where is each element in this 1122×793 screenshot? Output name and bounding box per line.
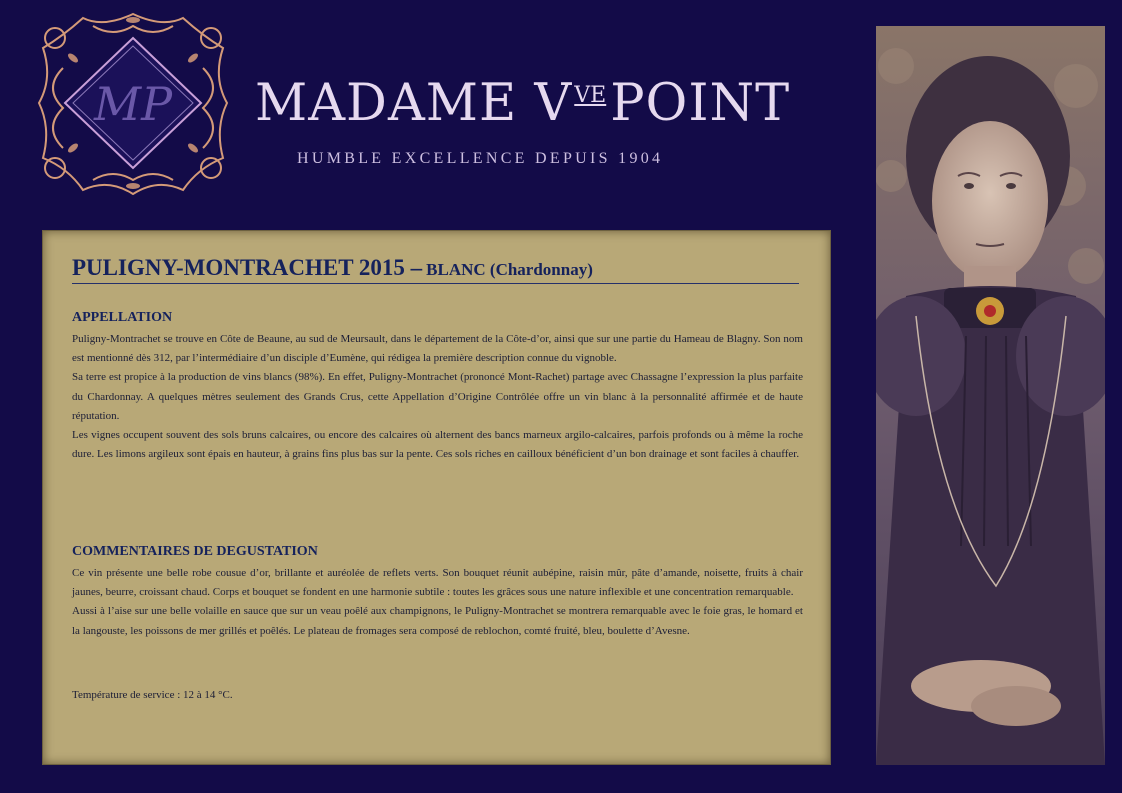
brand-name-part2: POINT: [610, 74, 791, 133]
brand-name-superscript: VE: [574, 83, 607, 108]
section-paragraph: Puligny-Montrachet se trouve en Côte de Beaune, au sud de Meursault, dans le département de la Côte-d’or, ainsi que sur une partie du Hameau de Blagny. Son nom est mentionné dès 312, par l’intermédiaire d’un disciple d’Eumène, qui rédigea la première description connue du vignoble.: [72, 333, 803, 365]
brand-name-part1: MADAME V: [255, 74, 573, 133]
tasting-notes-section: [72, 544, 803, 641]
portrait-photo: [876, 26, 1105, 765]
section-paragraph: Ce vin présente une belle robe cousue d’or, brillante et auréolée de reflets verts. Son bouquet réunit aubépine, raisin mûr, pâte d’amande, noisette, fruits à chair jaunes, beurre, croissant chaud. Corps et bouquet se fondent en une harmonie subtile : toutes les grâces sous une nature inflexible et une concentration remarquable.: [72, 567, 803, 599]
wine-heading: [72, 255, 799, 284]
wine-subtitle: BLANC (Chardonnay): [426, 260, 593, 279]
section-heading: COMMENTAIRES DE DEGUSTATION: [72, 544, 318, 559]
brand-name: [255, 74, 791, 133]
brand-crest-logo: [33, 8, 233, 198]
brand-tagline: HUMBLE EXCELLENCE DEPUIS 1904: [297, 150, 664, 167]
service-temperature: Température de service : 12 à 14 °C.: [72, 689, 233, 701]
wine-info-panel: [43, 231, 830, 764]
wine-title: PULIGNY-MONTRACHET 2015 –: [72, 255, 423, 280]
crest-monogram: MP: [93, 77, 173, 131]
section-paragraph: Aussi à l’aise sur une belle volaille en sauce que sur un veau poêlé aux champignons, le Puligny-Montrachet se montrera remarquable avec le foie gras, le homard et la langouste, les poissons de mer grillés et poêlés. Le plateau de fromages sera composé de reblochon, comté fruité, bleu, boulette d’Avesne.: [72, 605, 803, 637]
section-heading: APPELLATION: [72, 310, 173, 325]
section-paragraph: Sa terre est propice à la production de vins blancs (98%). En effet, Puligny-Montrachet (prononcé Mont-Rachet) partage avec Chassagne l’expression la plus parfaite du Chardonnay. A quelques mètres seulement des Grands Crus, cette Appellation d’Origine Contrôlée offre un vin blanc à la personnalité affirmée et de haute réputation.: [72, 371, 803, 422]
section-paragraph: Les vignes occupent souvent des sols bruns calcaires, ou encore des calcaires où alternent des bancs marneux argilo-calcaires, parfois profonds ou à même la roche dure. Les limons argileux sont épais en hauteur, à grains fins plus bas sur la pente. Ces sols riches en cailloux bénéficient d’un bon drainage et sont faciles à chauffer.: [72, 429, 803, 461]
appellation-section: [72, 310, 803, 464]
